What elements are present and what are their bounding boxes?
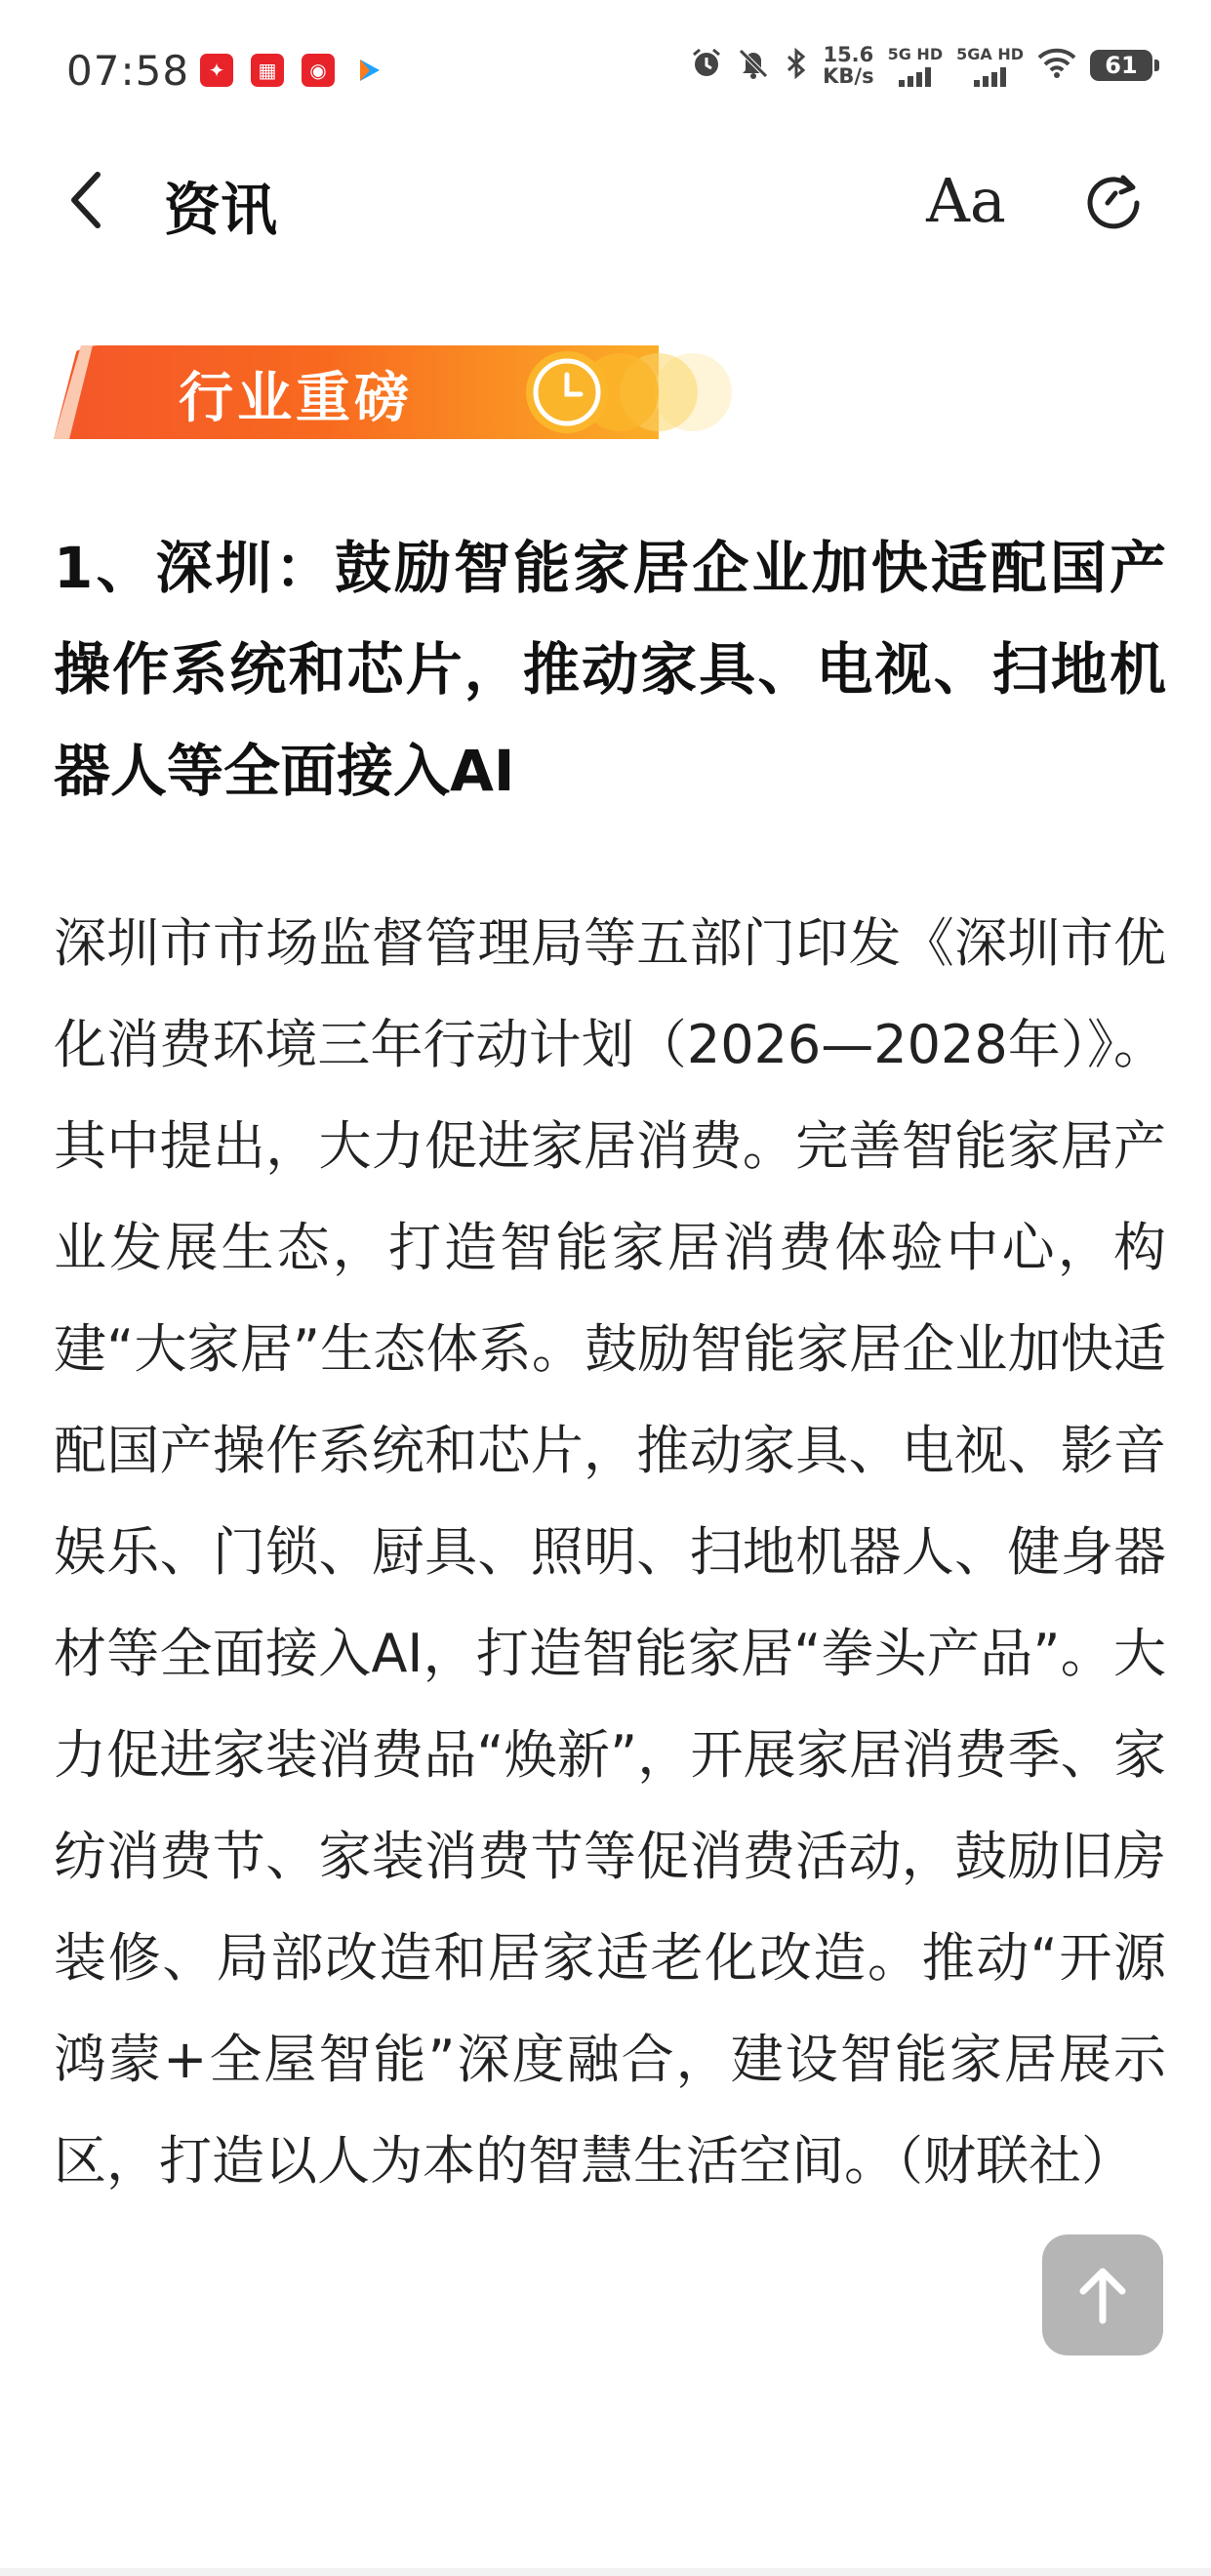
system-icons xyxy=(690,44,1152,87)
article-headline: 1、深圳：鼓励智能家居企业加快适配国产操作系统和芯片，推动家具、电视、扫地机器人等全面接入AI xyxy=(54,535,1166,804)
status-time: 07:58 xyxy=(66,47,190,95)
top-nav-bar xyxy=(0,146,1211,254)
listen-app-icon: ◉ xyxy=(302,54,335,87)
wifi-icon xyxy=(1037,48,1076,84)
battery-level: 61 xyxy=(1105,52,1138,79)
arrow-up-icon xyxy=(1075,2264,1130,2326)
back-arrow-icon xyxy=(66,169,105,231)
sim2-label: 5GA HD xyxy=(956,44,1024,63)
back-button[interactable] xyxy=(57,168,115,232)
video-app-icon xyxy=(352,54,385,87)
network-speed-value: 15.6 xyxy=(823,43,874,66)
notification-icons xyxy=(200,54,385,87)
bottom-divider xyxy=(0,2568,1211,2576)
battery-icon xyxy=(1090,50,1152,81)
banner-label: 行业重磅 xyxy=(179,367,413,430)
network-speed xyxy=(823,44,873,87)
scroll-to-top-button[interactable] xyxy=(1042,2234,1163,2355)
status-bar xyxy=(0,0,1211,146)
font-size-button[interactable]: Aa xyxy=(926,164,1006,236)
article-body: 深圳市市场监督管理局等五部门印发《深圳市优化消费环境三年行动计划（2026—2028年）》。其中提出，大力促进家居消费。完善智能家居产业发展生态，打造智能家居消费体验中心，构建“大家居”生态体系。鼓励智能家居企业加快适配国产操作系统和芯片，推动家具、电视、影音娱乐、门锁、厨具、照明、扫地机器人、健身器材等全面接入AI，打造智能家居“拳头产品”。大力促进家装消费品“焕新”，开展家居消费季、家纺消费节、家装消费节等促消费活动，鼓励旧房装修、局部改造和居家适老化改造。推动“开源鸿蒙+全屋智能”深度融合，建设智能家居展示区，打造以人为本的智慧生活空间。（财联社） xyxy=(54,912,1166,2192)
game-app-icon: ▦ xyxy=(251,54,284,87)
alarm-icon xyxy=(690,47,723,85)
industry-banner xyxy=(54,345,737,439)
sim1-label: 5G HD xyxy=(887,44,944,63)
network-speed-unit: KB/s xyxy=(823,64,874,88)
bluetooth-icon xyxy=(784,47,809,85)
sim1-signal xyxy=(888,45,944,87)
signal-bars-icon xyxy=(974,65,1006,87)
sim2-signal xyxy=(956,45,1024,87)
clock-icon xyxy=(522,347,737,437)
signal-bars-icon xyxy=(899,65,931,87)
refresh-button[interactable] xyxy=(1078,166,1149,236)
page-title: 资讯 xyxy=(164,177,278,243)
mute-icon xyxy=(737,47,770,85)
refresh-icon xyxy=(1082,170,1145,232)
news-app-icon: ✦ xyxy=(200,54,233,87)
